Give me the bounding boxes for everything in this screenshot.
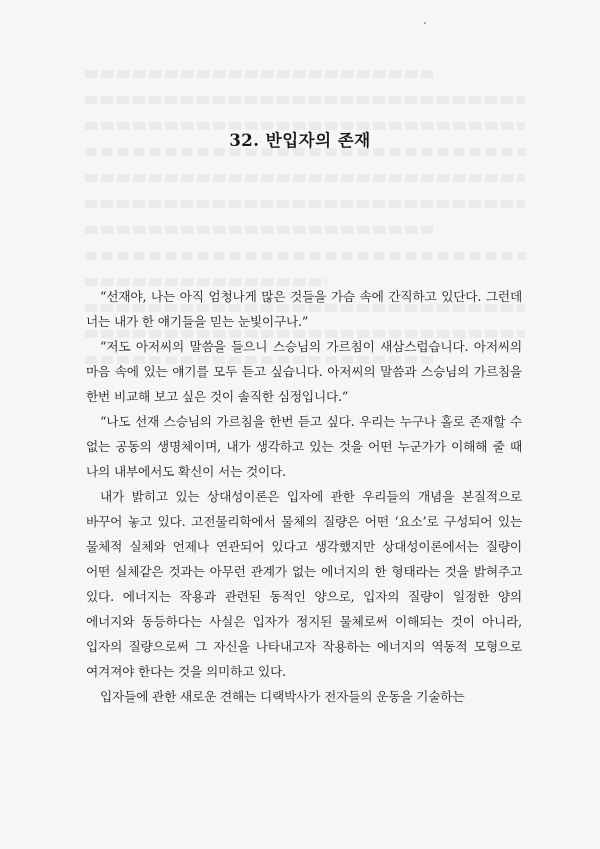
paragraph-3: “나도 선재 스승님의 가르침을 한번 듣고 싶다. 우리는 누구나 홀로 존재할 수 없는 공동의 생명체이며, 내가 생각하고 있는 것을 어떤 누군가가 이해해 줄 때 나의 내부에서도 확신이 서는 것이다.	[86, 414, 522, 479]
paragraph-5: 입자들에 관한 새로운 견해는 디랙박사가 전자들의 운동을 기술하는	[100, 689, 465, 704]
paragraph-2: “저도 아저씨의 말씀을 들으니 스승님의 가르침이 새삼스럽습니다. 아저씨의 마음 속에 있는 얘기를 모두 듣고 싶습니다. 아저씨의 말씀과 스승님의 가르침을 한번 비교해 보고 싶은 것이 솔직한 심정입니다.”	[86, 339, 522, 404]
body-text	[86, 284, 522, 709]
chapter-title: 32. 반입자의 존재	[229, 131, 371, 151]
paragraph-4: 내가 밝히고 있는 상대성이론은 입자에 관한 우리들의 개념을 본질적으로 바꾸어 놓고 있다. 고전물리학에서 물체의 질량은 어떤 ‘요소’로 구성되어 있는 물체적 실체와 언제나 연관되어 있다고 생각했지만 상대성이론에서는 질량이 어떤 실체같은 것과는 아무런 관계가 없는 에너지의 한 형태라는 것을 밝혀주고 있다. 에너지는 작용과 관련된 동적인 양으로, 입자의 질량이 일정한 양의 에너지와 동등하다는 사실은 입자가 정지된 물체로써 이해되는 것이 아니라, 입자의 질량으로써 그 자신을 나타내고자 작용하는 에너지의 역동적 모형으로 여겨져야 한다는 것을 의미하고 있다.	[86, 489, 522, 679]
paper-speck	[424, 22, 426, 24]
paragraph-1: “선재야, 나는 아직 엄청나게 많은 것들을 가슴 속에 간직하고 있단다. 그런데 너는 내가 한 얘기들을 믿는 눈빛이구나.”	[86, 289, 522, 329]
